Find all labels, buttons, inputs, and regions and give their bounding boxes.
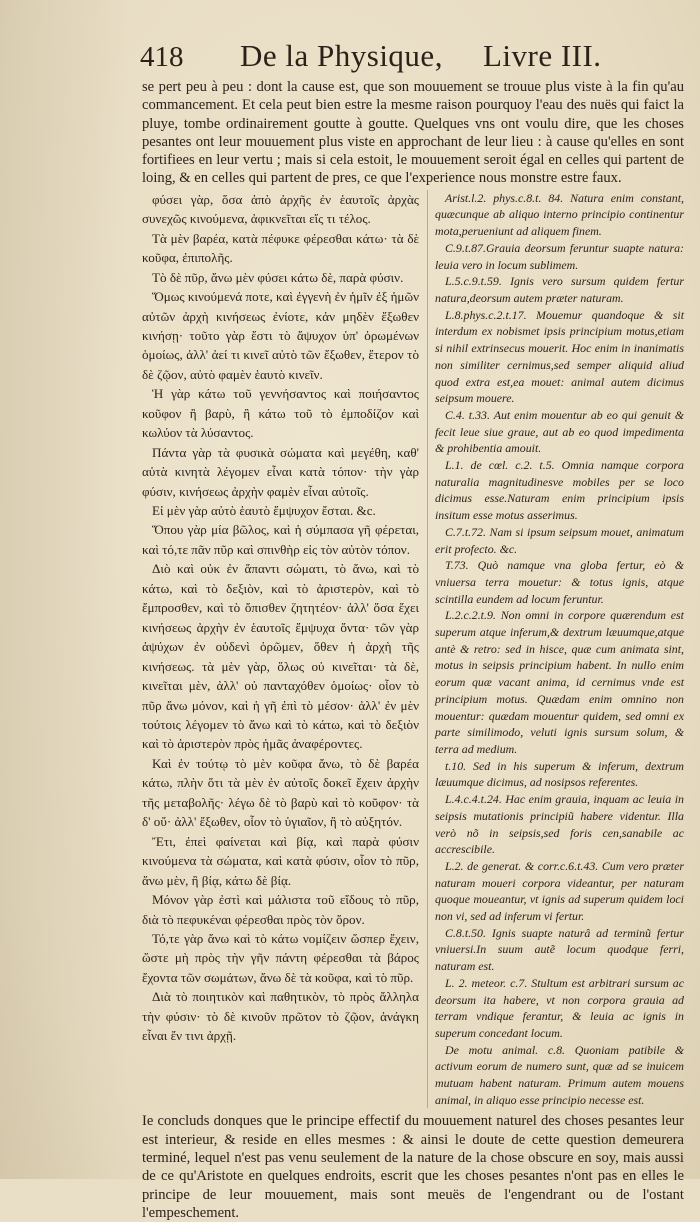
- conclusion-paragraph: Ie concluds donques que le principe effectif du mouuement naturel des choses pesantes leur est interieur, & reside en elles mesmes : & ainsi le doute de cette question demeurera terminé, lequel n'est pas venu seulement de la nature de la chose obscure en soy, mais aussi de ce qu'Aristote en quelques endroits, escrit que les choses pesantes n'ont pas en elles le principe de leur mouuement, mais sont meuës de l'engendrant ou de l'ostant l'empeschement.: [142, 1113, 684, 1221]
- page-number: 418: [140, 41, 184, 73]
- latin-note: L.2.c.2.t.9. Non omni in corpore quærendum est superum atque inferum,& dextrum læuumque,atque antè & retro: sed in hisce, quæ cum animata sint, motus in seipsis principium habent. In nullo enim eorum quæ vacant anima, id cernimus vnde est principium motus. Quædam enim omnino non mouentur: quædam mouentur quidem, sed omni ex parte similimodo, veluti ignis sursum solum, & terra ad medium.: [435, 608, 684, 756]
- latin-note: L.1. de cœl. c.2. t.5. Omnia namque corpora naturalia magnitudinesve mobiles per se loco dicimus esse.Naturam enim principium ipsis insitum esse motus asserimus.: [435, 458, 684, 523]
- greek-quote: Ὅμως κινούμενά ποτε, καὶ ἐγγενὴ ἐν ἡμῖν ἐξ ἡμῶν αὐτῶν ἀρχὴ κινήσεως ἐνίοτε, κἀν μηδὲν ἔξωθεν κινήσῃ· τοῦτο γὰρ ἔστι τὸ ἄψυχον ὑπ' ὀρωμένων ὁμοίως, ἀλλ' ἀεί τι κινεῖ αὐτὸ τῶν ἔξωθεν, ἕτερον τὸ δὲ ζῷον, αὐτὸ φαμὲν ἑαυτὸ κινεῖν.: [142, 289, 419, 382]
- page-fold-shadow: [0, 0, 130, 1179]
- latin-note: L.4.c.4.t.24. Hac enim grauia, inquam ac leuia in seipsis mutationis principiũ habere videntur. Illa verò nõ in seipsis,sed foris cen,sanabile ac accrescibile.: [435, 792, 684, 857]
- title-text: De la Physique,: [240, 38, 443, 73]
- greek-quote: Ἡ γὰρ κάτω τοῦ γεννήσαντος καὶ ποιήσαντος κοῦφον ἢ βαρὺ, ἢ κάτω τοῦ τὸ ἐμποδίζον καὶ κωλύον τὰ λύσαντος.: [142, 386, 419, 441]
- greek-quote: Τὸ δὲ πῦρ, ἄνω μὲν φύσει κάτω δὲ, παρὰ φύσιν.: [152, 269, 404, 285]
- greek-quote: φύσει γὰρ, ὅσα ἀπὸ ἀρχῆς ἐν ἑαυτοῖς ἀρχὰς συνεχῶς κινούμενα, ἀφικνεῖται εἴς τι τέλος.: [142, 191, 419, 227]
- two-column-citations: [142, 190, 684, 1109]
- latin-translations-column: [427, 190, 684, 1109]
- running-title: [240, 38, 602, 74]
- latin-note: De motu animal. c.8. Quoniam patibile & activum eorum de numero sunt, quæ ad se inuicem mutuam habent naturam. Primum autem mouens animal, in aliquo esse principio necesse est.: [435, 1042, 684, 1107]
- greek-quote: Τὰ μὲν βαρέα, κατὰ πέφυκε φέρεσθαι κάτω· τὰ δὲ κοῦφα, ἐπιπολῆς.: [142, 230, 419, 266]
- latin-note: L.2. de generat. & corr.c.6.t.43. Cum vero præter naturam moueri corpora videantur, per naturam quoque moueantur, vt ignis ad superum quidem loci non vi, sed ad inferum vi fertur.: [435, 858, 684, 924]
- intro-paragraph: se pert peu à peu : dont la cause est, que son mouuement se trouue plus viste à la fin qu'au commancement. Et cela peut bien estre la mesme raison pourquoy l'eau des nuës qui faict la pluye, tombe ordinairement goutte à goutte. Quelques vns ont voulu dire, que les choses pesantes ont leur mouuement plus viste en approchant de leur lieu : à cause qu'elles en sont fortifiees en leur vertu ; mais si cela estoit, le mouuement seroit égal en celles qui partent de loing, & en celles qui partent de pres, ce que l'experience nous monstre estre faux.: [142, 79, 684, 187]
- latin-note: Arist.l.2. phys.c.8.t. 84. Natura enim constant, quæcunque ab aliquo interno principio continentur mota,perueniunt ad aliquem finem.: [435, 190, 684, 239]
- latin-note: L.5.c.9.t.59. Ignis vero sursum quidem fertur natura,deorsum autem præter naturam.: [435, 274, 684, 305]
- latin-note: L.8.phys.c.2.t.17. Mouemur quandoque & sit interdum ex nobismet ipsis principium motus,etiam si nihil extrinsecus mouerit. Hoc enim in inanimatis non similiter cernimus,sed semper aliquid aliud quod extra est,ea mouet: animal autem dicimus seipsum mouere.: [435, 307, 684, 406]
- page-header: [142, 38, 684, 78]
- greek-quote: Ὅπου γὰρ μία βῶλος, καὶ ἡ σύμπασα γῆ φέρεται, καὶ τό,τε πᾶν πῦρ καὶ σπινθὴρ εἰς τὸν αὐτὸν τόπον.: [142, 522, 419, 557]
- greek-quote: Εἰ μὲν γὰρ αὐτὸ ἑαυτὸ ἔμψυχον ἔσται. &c.: [152, 503, 376, 519]
- greek-quote: Ἔτι, ἐπεὶ φαίνεται καὶ βίᾳ, καὶ παρὰ φύσιν κινούμενα τὰ σώματα, καὶ κατὰ φύσιν, οἷον τὸ πῦρ, ἄνω μὲν, ἢ βίᾳ, κάτω δὲ βίᾳ.: [142, 833, 419, 888]
- latin-note: t.10. Sed in his superum & inferum, dextrum læuumque dicimus, ad nosipsos referentes.: [435, 758, 684, 790]
- greek-quote: Διὰ τὸ ποιητικὸν καὶ παθητικὸν, τὸ πρὸς ἄλληλα τὴν φύσιν· τὸ δὲ κινοῦν πρῶτον τὸ ζῷον, ἀνάγκη εἶναι ἔν τινι ἀρχῇ.: [142, 989, 419, 1044]
- book-label: Livre III.: [482, 38, 602, 73]
- latin-note: C.8.t.50. Ignis suapte naturâ ad terminũ fertur vniuersi.In suum autẽ locum quodque ferri, naturam est.: [435, 925, 684, 974]
- greek-quote: Πάντα γὰρ τὰ φυσικὰ σώματα καὶ μεγέθη, καθ' αὑτὰ κινητὰ λέγομεν εἶναι κατὰ τόπον· τὴν γὰρ φύσιν, κινήσεως ἀρχὴν φαμὲν εἶναι αὐτοῖς.: [142, 444, 419, 499]
- latin-note: C.7.t.72. Nam si ipsum seipsum mouet, animatum erit profecto. &c.: [435, 524, 684, 556]
- latin-note: C.9.t.87.Grauia deorsum feruntur suapte natura: leuia vero in locum sublimem.: [435, 240, 684, 272]
- latin-note: L. 2. meteor. c.7. Stultum est arbitrari sursum ac deorsum ita habere, vt non corpora grauia ad terram vndique ferantur, & leuia ac ignis in superum concedant locum.: [435, 975, 684, 1040]
- greek-quote: Μόνον γὰρ ἐστὶ καὶ μάλιστα τοῦ εἴδους τὸ πῦρ, διὰ τὸ πεφυκέναι φέρεσθαι πρὸς τὸν ὅρον.: [142, 892, 419, 927]
- greek-quote: Τό,τε γὰρ ἄνω καὶ τὸ κάτω νομίζειν ὥσπερ ἔχειν, ὥστε μὴ πρὸς τὴν γῆν πάντη φέρεσθαι τὰ βάρος ἔχοντα τῶν σωμάτων, ἄνω δὲ τὰ κοῦφα, καὶ τὸ πῦρ.: [142, 931, 419, 985]
- latin-note: T.73. Quò namque vna globa fertur, eò & vniuersa terra mouetur: & totus ignis, atque scintilla eundem ad locum feruntur.: [435, 558, 684, 606]
- greek-quote: Καὶ ἐν τούτῳ τὸ μὲν κοῦφα ἄνω, τὸ δὲ βαρέα κάτω, πλὴν ὅτι τὰ μὲν ἐν αὐτοῖς δοκεῖ ἔχειν ἀρχὴν τῆς μεταβολῆς· λέγω δὲ τὸ βαρὺ καὶ τὸ κοῦφον· τὰ δ' οὔ· ἀλλ' ἔξωθεν, οἷον τὸ ὑγιαῖον, ἢ τὸ αὐξητόν.: [142, 755, 419, 830]
- latin-note: C.4. t.33. Aut enim mouentur ab eo qui genuit & fecit leue siue graue, aut ab eo quod impedimenta & prohibentia amouit.: [435, 407, 684, 456]
- greek-quote: Διὸ καὶ οὐκ ἐν ἅπαντι σώματι, τὸ ἄνω, καὶ τὸ κάτω, καὶ τὸ δεξιὸν, καὶ τὸ ἀριστερὸν, καὶ τὸ ἔμπροσθεν, καὶ τὸ ὄπισθεν ζητητέον· ἀλλ' ὅσα ἔχει κινήσεως ἀρχὴν ἐν ἑαυτοῖς ἔμψυχα ὄντα· τῶν γὰρ ἀψύχων ἐν οὐδενὶ ὁρῶμεν, ὅθεν ἡ ἀρχὴ τῆς κινήσεως. τὰ μὲν γὰρ, ὅλως οὐ κινεῖται· τὰ δὲ, κινεῖται μὲν, ἀλλ' οὐ πανταχόθεν ὁμοίως· οἷον τὸ πῦρ ἄνω μόνον, καὶ ἡ γῆ ἐπὶ τὸ μέσον· ἀλλ' ἐν μὲν τούτοις λέγομεν τὸ ἄνω καὶ τὸ κάτω, καὶ τὸ δεξιὸν καὶ τὸ ἀριστερὸν πρὸς ἡμᾶς ἀναφέροντες.: [142, 561, 419, 752]
- greek-quotes-column: [142, 190, 427, 1109]
